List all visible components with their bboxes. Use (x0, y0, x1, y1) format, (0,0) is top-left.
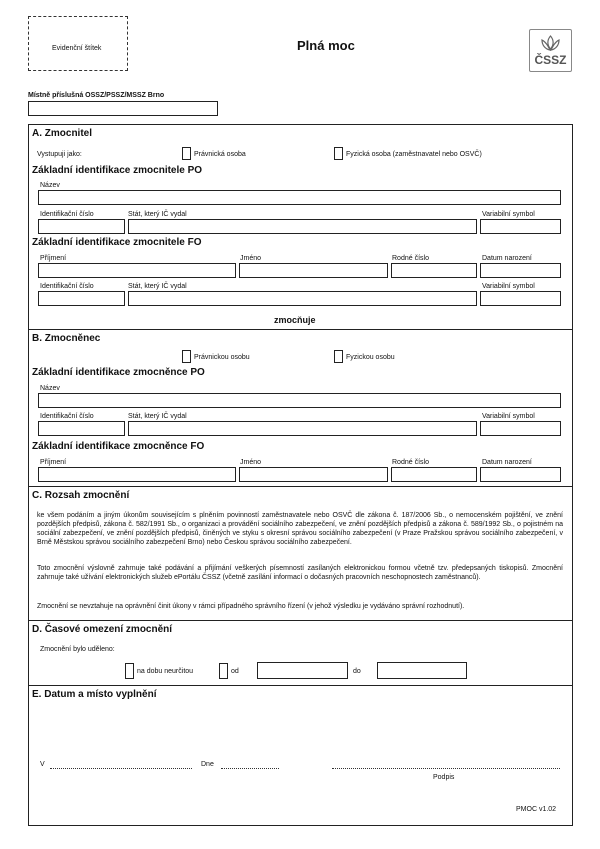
grantor-fo-heading: Základní identifikace zmocnitele FO (32, 237, 202, 248)
grantor-po-state-label: Stát, který IČ vydal (128, 211, 187, 218)
grantor-fo-rc-input[interactable] (391, 263, 477, 278)
attorney-fo-firstname-input[interactable] (239, 467, 388, 482)
legal-person-label: Právnická osoba (194, 151, 246, 158)
acting-as-label: Vystupuji jako: (37, 151, 82, 158)
indefinite-label: na dobu neurčitou (137, 668, 194, 675)
section-divider-bc (28, 486, 573, 487)
scope-paragraph-2: Toto zmocnění výslovně zahrnuje také podávání a přijímání veškerých písemností zasílaných elektronickou formou včetně tzv. předepsaných tiskopisů. Zmocnění zahrnuje také užívání elektronických služeb ePortálu ČSSZ (včetně zasílání informací o dočasných pracovních neschopnostech zaměstnanců). (37, 565, 563, 581)
attorney-fo-rc-input[interactable] (391, 467, 477, 482)
attorney-natural-checkbox[interactable] (334, 350, 343, 363)
attorney-fo-rc-label: Rodné číslo (392, 459, 429, 466)
natural-person-checkbox[interactable] (334, 147, 343, 160)
section-a-title: A. Zmocnitel (32, 128, 93, 139)
office-label: Místně příslušná OSSZ/PSSZ/MSSZ Brno (28, 92, 165, 99)
cssz-logo (529, 29, 572, 72)
indefinite-checkbox[interactable] (125, 663, 134, 679)
section-d-title: D. Časové omezení zmocnění (32, 624, 173, 635)
attorney-legal-checkbox[interactable] (182, 350, 191, 363)
grantor-fo-vs-label: Variabilní symbol (482, 283, 535, 290)
empowers-label: zmocňuje (274, 315, 316, 325)
attorney-natural-label: Fyzickou osobu (346, 354, 395, 361)
grantor-fo-dob-input[interactable] (480, 263, 561, 278)
attorney-po-vs-input[interactable] (480, 421, 561, 436)
section-c-title: C. Rozsah zmocnění (32, 490, 130, 501)
attorney-po-vs-label: Variabilní symbol (482, 413, 535, 420)
section-divider-cd (28, 620, 573, 621)
attorney-legal-label: Právnickou osobu (194, 354, 250, 361)
office-input[interactable] (28, 101, 218, 116)
attorney-po-ic-input[interactable] (38, 421, 125, 436)
grantor-fo-surname-input[interactable] (38, 263, 236, 278)
grantor-fo-state-input[interactable] (128, 291, 477, 306)
scope-paragraph-3: Zmocnění se nevztahuje na oprávnění činit úkony v rámci případného správního řízení (v jehož výsledku je vydáváno správní rozhodnutí). (37, 603, 465, 610)
attorney-po-name-label: Název (40, 385, 60, 392)
attorney-po-state-label: Stát, který IČ vydal (128, 413, 187, 420)
from-label: od (231, 668, 239, 675)
attorney-fo-heading: Základní identifikace zmocněnce FO (32, 441, 205, 452)
grantor-fo-dob-label: Datum narození (482, 255, 532, 262)
evidence-sticker-label: Evidenční štítek (52, 45, 102, 52)
grantor-fo-vs-input[interactable] (480, 291, 561, 306)
date-label: Dne (201, 761, 214, 768)
grantor-po-ic-label: Identifikační číslo (40, 211, 94, 218)
evidence-sticker-box (28, 16, 128, 71)
scope-paragraph-1: ke všem podáním a jiným úkonům souvisejícím s plněním povinností zaměstnavatele nebo OSVČ dle zákona č. 187/2006 Sb., o nemocenském pojištění, ve znění pozdějších předpisů, zákona č. 582/1991 Sb., o organizaci a provádění sociálního zabezpečení, ve znění pozdějších předpisů a zákona č. 589/1992 Sb., o pojistném na sociální zabezpečení, ve znění pozdějších předpisů, činěných ve styku s okresní správou sociálního zabezpečení (v Praze Pražskou správou sociálního zabezpečení, v Brně Městskou správou sociálního zabezpečení Brno) nebo Českou správou sociálního zabezpečení. (37, 512, 563, 546)
section-b-title: B. Zmocněnec (32, 333, 101, 344)
section-divider-de (28, 685, 573, 686)
grantor-fo-state-label: Stát, který IČ vydal (128, 283, 187, 290)
signature-line[interactable] (332, 768, 560, 769)
section-divider-ab (28, 329, 573, 330)
date-input[interactable] (221, 768, 279, 769)
grantor-po-vs-label: Variabilní symbol (482, 211, 535, 218)
grantor-fo-ic-label: Identifikační číslo (40, 283, 94, 290)
grantor-po-name-input[interactable] (38, 190, 561, 205)
grantor-po-state-input[interactable] (128, 219, 477, 234)
attorney-po-state-input[interactable] (128, 421, 477, 436)
to-label: do (353, 668, 361, 675)
grantor-po-ic-input[interactable] (38, 219, 125, 234)
attorney-po-name-input[interactable] (38, 393, 561, 408)
attorney-fo-surname-label: Příjmení (40, 459, 67, 466)
to-date-input[interactable] (377, 662, 467, 679)
place-label: V (40, 761, 45, 768)
logo-text: ČSSZ (534, 53, 567, 67)
legal-person-checkbox[interactable] (182, 147, 191, 160)
place-input[interactable] (50, 768, 192, 769)
grantor-fo-rc-label: Rodné číslo (392, 255, 429, 262)
form-version: PMOC v1.02 (516, 806, 557, 813)
lotus-icon (530, 34, 571, 52)
grantor-po-heading: Základní identifikace zmocnitele PO (32, 165, 203, 176)
attorney-po-heading: Základní identifikace zmocněnce PO (32, 367, 205, 378)
grantor-fo-surname-label: Příjmení (40, 255, 67, 262)
grantor-fo-firstname-input[interactable] (239, 263, 388, 278)
natural-person-label: Fyzická osoba (zaměstnavatel nebo OSVČ) (346, 151, 482, 158)
from-date-input[interactable] (257, 662, 348, 679)
attorney-fo-surname-input[interactable] (38, 467, 236, 482)
attorney-fo-firstname-label: Jméno (240, 459, 262, 466)
from-checkbox[interactable] (219, 663, 228, 679)
attorney-fo-dob-input[interactable] (480, 467, 561, 482)
grantor-po-vs-input[interactable] (480, 219, 561, 234)
attorney-po-ic-label: Identifikační číslo (40, 413, 94, 420)
section-e-title: E. Datum a místo vyplnění (32, 689, 157, 700)
granted-label: Zmocnění bylo uděleno: (40, 646, 115, 653)
grantor-fo-ic-input[interactable] (38, 291, 125, 306)
attorney-fo-dob-label: Datum narození (482, 459, 532, 466)
grantor-fo-firstname-label: Jméno (240, 255, 262, 262)
page-title: Plná moc (297, 38, 355, 53)
signature-label: Podpis (433, 774, 455, 781)
grantor-po-name-label: Název (40, 182, 60, 189)
